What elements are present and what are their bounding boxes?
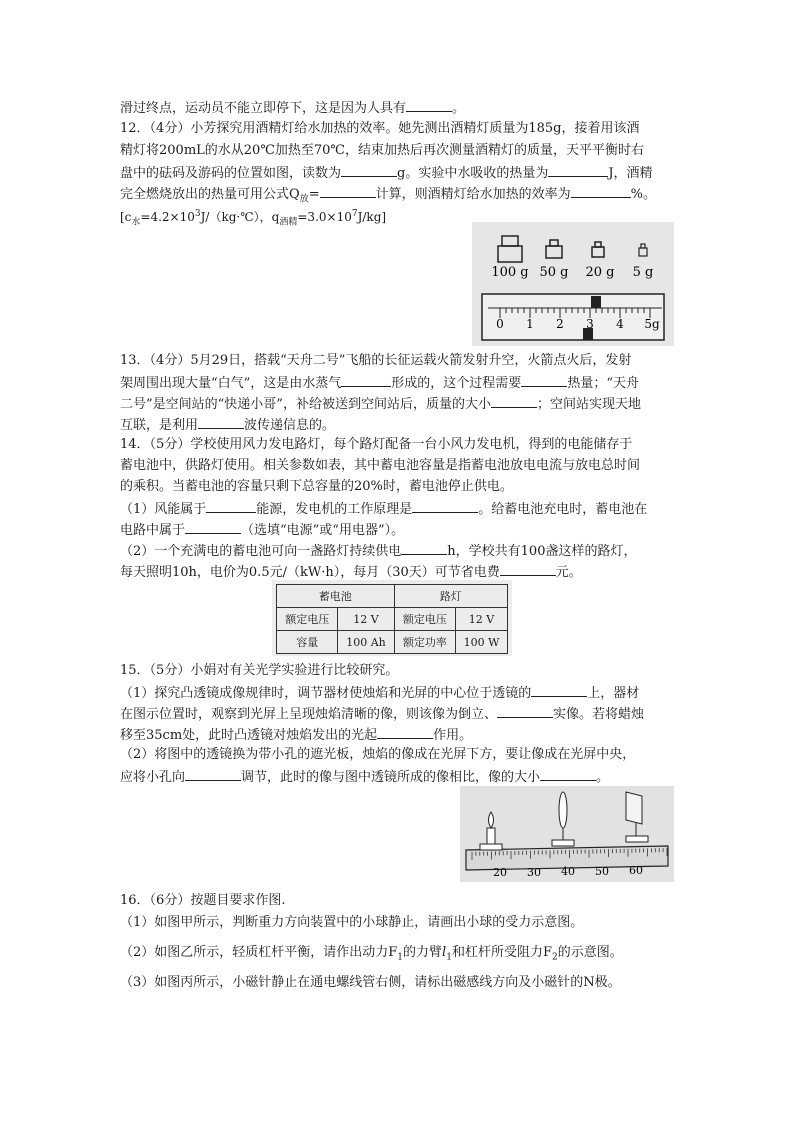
answer-blank	[185, 767, 241, 781]
optical-bench-svg	[460, 786, 674, 882]
q13-line-1: 13．（4分）5月29日，搭载“天舟二号”飞船的长征运载火箭发射升空，火箭点火后，发射	[120, 353, 632, 368]
weight-50g-icon	[546, 240, 562, 258]
weight-5g-icon	[639, 244, 647, 256]
answer-blank	[500, 562, 556, 576]
answer-blank	[198, 415, 244, 429]
q11-line: 滑过终点，运动员不能立即停下，这是因为人具有 。	[120, 98, 465, 118]
q12-line-3: 盘中的砝码及游码的位置如图，读数为 g。实验中水吸收的热量为 J，酒精	[120, 163, 653, 183]
q14-line-5: 电路中属于 （选填“电源”或“用电器”）。	[120, 520, 404, 540]
battery-table-figure	[272, 580, 512, 656]
bench-label-50: 50	[595, 865, 609, 878]
answer-blank	[320, 184, 376, 198]
q15-line-5: （2）将图中的透镜换为带小孔的遮光板，烛焰的像成在光屏下方，要让像成在光屏中央，	[120, 747, 636, 762]
answer-blank	[412, 499, 478, 513]
answer-blank	[377, 725, 433, 739]
candle-icon	[480, 812, 502, 850]
answer-blank	[341, 163, 397, 177]
scale-label-3: 3	[586, 317, 594, 331]
answer-blank	[341, 373, 391, 387]
bench-label-30: 30	[527, 866, 541, 879]
scale-label-0: 0	[496, 317, 504, 331]
answer-blank	[497, 704, 553, 718]
q16-line-1: 16．（6分）按题目要求作图.	[120, 893, 286, 908]
answer-blank	[206, 499, 256, 513]
q16-line-2: （1）如图甲所示，判断重力方向装置中的小球静止，请画出小球的受力示意图。	[120, 915, 584, 930]
q14-line-7: 每天照明10h，电价为0.5元/（kW·h），每月（30天）可节省电费 元。	[120, 562, 582, 582]
q14-line-3: 的乘积。当蓄电池的容量只剩下总容量的20%时，蓄电池停止供电。	[120, 479, 513, 494]
optical-bench-figure	[460, 786, 674, 882]
weight-label-5g: 5 g	[632, 265, 654, 280]
table-header-battery: 蓄电池	[277, 585, 395, 608]
answer-blank	[406, 98, 452, 112]
weight-100g-icon	[498, 236, 522, 262]
q16-line-3: （2）如图乙所示，轻质杠杆平衡，请作出动力$F_1$的力臂$l_1$和杠杆所受阻力$F_2$的示意图。	[120, 945, 623, 963]
bench-label-60: 60	[629, 864, 643, 877]
table-row: 容量 100 Ah 额定功率 100 W	[277, 631, 508, 654]
bench-label-40: 40	[561, 865, 575, 878]
weight-label-20g: 20 g	[585, 265, 615, 280]
answer-blank	[521, 373, 567, 387]
weight-label-50g: 50 g	[539, 265, 569, 280]
q15-line-3: 在图示位置时，观察到光屏上呈现烛焰清晰的像，则该像为倒立、 实像。若将蜡烛	[120, 704, 644, 724]
rider-marker	[591, 296, 601, 308]
answer-blank	[540, 767, 596, 781]
answer-blank	[185, 520, 241, 534]
q13-line-4: 互联，是利用 波传递信息的。	[120, 415, 335, 435]
balance-figure-svg	[472, 222, 674, 346]
answer-blank	[531, 683, 587, 697]
q14-line-1: 14．（5分）学校使用风力发电路灯，每个路灯配备一台小风力发电机，得到的电能储存于	[120, 437, 633, 452]
answer-blank	[571, 184, 631, 198]
q12-line-1: 12．（4分）小芳探究用酒精灯给水加热的效率。她先测出酒精灯质量为185g，接着用该酒	[120, 121, 640, 136]
q12-line-2: 精灯将200mL的水从20℃加热至70℃，结束加热后再次测量酒精灯的质量，天平平衡时右	[120, 143, 644, 158]
beam-scale	[482, 294, 664, 340]
q14-line-4: （1）风能属于 能源，发电机的工作原理是 。给蓄电池充电时，蓄电池在	[120, 499, 647, 519]
q16-line-4: （3）如图丙所示，小磁针静止在通电螺线管右侧，请标出磁感线方向及小磁针的N极。	[120, 975, 621, 990]
q14-line-2: 蓄电池中，供路灯使用。相关参数如表，其中蓄电池容量是指蓄电池放电电流与放电总时间	[120, 458, 641, 473]
scale-label-1: 1	[526, 317, 534, 331]
q14-line-6: （2）一个充满电的蓄电池可向一盏路灯持续供电 h，学校共有100盏这样的路灯，	[120, 541, 636, 561]
answer-blank	[401, 541, 447, 555]
bench-label-20: 20	[493, 866, 507, 879]
battery-table	[276, 584, 508, 654]
scale-label-5: 5g	[644, 317, 660, 331]
answer-blank	[491, 394, 537, 408]
lens-icon	[552, 792, 574, 846]
answer-blank	[548, 163, 608, 177]
q15-line-6: 应将小孔向 调节，此时的像与图中透镜所成的像相比，像的大小 。	[120, 767, 609, 787]
scale-label-4: 4	[616, 317, 624, 331]
q15-line-4: 移至35cm处，此时凸透镜对烛焰发出的光起 作用。	[120, 725, 472, 745]
scale-label-2: 2	[556, 317, 564, 331]
q13-line-2: 架周围出现大量“白气”，这是由水蒸气 形成的，这个过程需要 热量；“天舟	[120, 373, 639, 393]
q12-line-5: [$c_水=4.2\times 10^3J/(kg\cdot℃)$，$q_{酒精}=3.0\times 10^7J/kg$]	[120, 209, 387, 228]
table-row: 额定电压 12 V 额定电压 12 V	[277, 608, 508, 631]
screen-icon	[626, 792, 648, 842]
q12-line-4: 完全燃烧放出的热量可用公式$Q_放=$ 计算，则酒精灯给水加热的效率为 %。	[120, 184, 656, 209]
balance-figure	[472, 222, 674, 346]
q13-line-3: 二号”是空间站的“快递小哥”，补给被送到空间站后，质量的大小 ；空间站实现天地	[120, 394, 641, 414]
table-header-lamp: 路灯	[394, 585, 507, 608]
weight-label-100g: 100 g	[491, 265, 529, 280]
q15-line-2: （1）探究凸透镜成像规律时，调节器材使烛焰和光屏的中心位于透镜的 上，器材	[120, 683, 639, 703]
weight-20g-icon	[592, 242, 604, 257]
q15-line-1: 15．（5分）小娟对有关光学实验进行比较研究。	[120, 663, 399, 678]
